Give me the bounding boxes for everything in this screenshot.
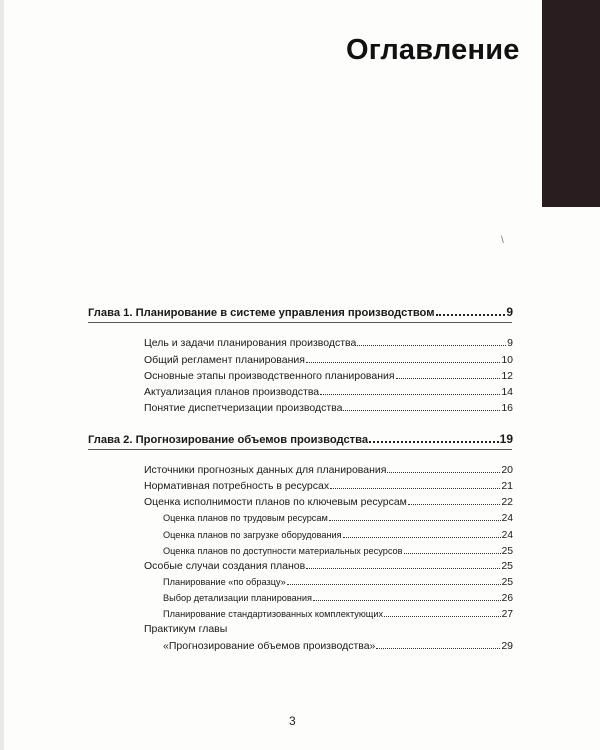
toc-chapter-label: Глава 2. Прогнозирование объемов производства xyxy=(88,434,369,446)
toc-item-label: Источники прогнозных данных для планирования xyxy=(144,464,387,476)
toc-subitem[interactable] xyxy=(163,609,513,620)
toc-item[interactable] xyxy=(144,370,513,382)
divider xyxy=(88,322,512,323)
toc-item-label: Оценка исполнимости планов по ключевым ресурсам xyxy=(144,496,407,508)
toc-leader-dots xyxy=(369,441,499,443)
toc-subitem[interactable] xyxy=(163,593,513,604)
toc-leader-dots xyxy=(376,648,500,649)
toc-leader-dots xyxy=(313,600,501,601)
toc-item-label: «Прогнозирование объемов производства» xyxy=(163,640,376,652)
toc-chapter-1[interactable] xyxy=(88,305,513,319)
toc-item[interactable] xyxy=(144,337,513,349)
toc-item-label: Нормативная потребность в ресурсах xyxy=(144,480,330,492)
toc-item[interactable] xyxy=(144,560,513,572)
toc-page-number: 16 xyxy=(501,402,513,414)
toc-leader-dots xyxy=(320,394,500,395)
toc-item-label: Оценка планов по загрузке оборудования xyxy=(163,530,342,540)
toc-leader-dots xyxy=(396,378,501,379)
toc-chapter-2[interactable] xyxy=(88,432,513,446)
toc-leader-dots xyxy=(306,362,500,363)
toc-leader-dots xyxy=(404,553,501,554)
toc-page-number: 27 xyxy=(501,609,513,620)
toc-page-number: 25 xyxy=(501,577,513,588)
toc-leader-dots xyxy=(329,520,501,521)
toc-leader-dots xyxy=(436,314,506,316)
toc-item-label: Понятие диспетчеризации производства xyxy=(144,402,343,414)
toc-page-number: 12 xyxy=(501,370,513,382)
divider xyxy=(88,449,512,450)
toc-item[interactable] xyxy=(144,496,513,508)
page-mark: \ xyxy=(501,235,504,246)
toc-item-practicum[interactable] xyxy=(144,623,513,635)
toc-leader-dots xyxy=(330,488,500,489)
toc-item[interactable] xyxy=(144,464,513,476)
toc-leader-dots xyxy=(343,537,501,538)
toc-page-number: 25 xyxy=(501,546,513,557)
page-number: 3 xyxy=(289,714,296,728)
toc-page-number: 24 xyxy=(501,513,513,524)
toc-leader-dots xyxy=(343,410,500,411)
toc-item-label: Оценка планов по трудовым ресурсам xyxy=(163,513,328,523)
toc-page-number: 22 xyxy=(501,496,513,508)
page-title: Оглавление xyxy=(346,34,520,66)
toc-leader-dots xyxy=(357,345,506,346)
toc-leader-dots xyxy=(384,616,501,617)
toc-leader-dots xyxy=(408,504,500,505)
toc-subitem[interactable] xyxy=(163,577,513,588)
toc-item-label: Актуализация планов производства xyxy=(144,386,320,398)
toc-subitem[interactable] xyxy=(163,546,513,557)
toc-page-number: 14 xyxy=(501,386,513,398)
toc-item[interactable] xyxy=(144,354,513,366)
toc-leader-dots xyxy=(387,472,500,473)
toc-item-label: Выбор детализации планирования xyxy=(163,593,312,603)
toc-subitem[interactable] xyxy=(163,530,513,541)
toc-item-label: Планирование «по образцу» xyxy=(163,577,286,587)
toc-item-label: Основные этапы производственного планирования xyxy=(144,370,395,382)
toc-item-label: Общий регламент планирования xyxy=(144,354,305,366)
toc-page-number: 25 xyxy=(501,560,513,572)
toc-page-number: 21 xyxy=(501,480,513,492)
toc-page-number: 24 xyxy=(501,530,513,541)
toc-item[interactable] xyxy=(144,386,513,398)
toc-page-number: 10 xyxy=(501,354,513,366)
toc-page-number: 29 xyxy=(501,640,513,652)
toc-page-number: 26 xyxy=(501,593,513,604)
toc-page-number: 20 xyxy=(501,464,513,476)
toc-leader-dots xyxy=(287,584,501,585)
toc-item[interactable] xyxy=(144,402,513,414)
toc-page-number: 9 xyxy=(507,337,513,349)
toc-item-label: Особые случаи создания планов xyxy=(144,560,306,572)
toc-item-label: Практикум главы xyxy=(144,623,228,635)
toc-item-label: Оценка планов по доступности материальных ресурсов xyxy=(163,546,403,556)
toc-chapter-label: Глава 1. Планирование в системе управления производством xyxy=(88,307,435,319)
toc-item-label: Цель и задачи планирования производства xyxy=(144,337,357,349)
toc-page-number: 19 xyxy=(499,432,513,446)
toc-page-number: 9 xyxy=(506,305,513,319)
toc-item[interactable] xyxy=(163,640,513,652)
toc-item-label: Планирование стандартизованных комплектующих xyxy=(163,609,384,619)
toc-item[interactable] xyxy=(144,480,513,492)
toc-subitem[interactable] xyxy=(163,513,513,524)
toc-leader-dots xyxy=(306,568,500,569)
